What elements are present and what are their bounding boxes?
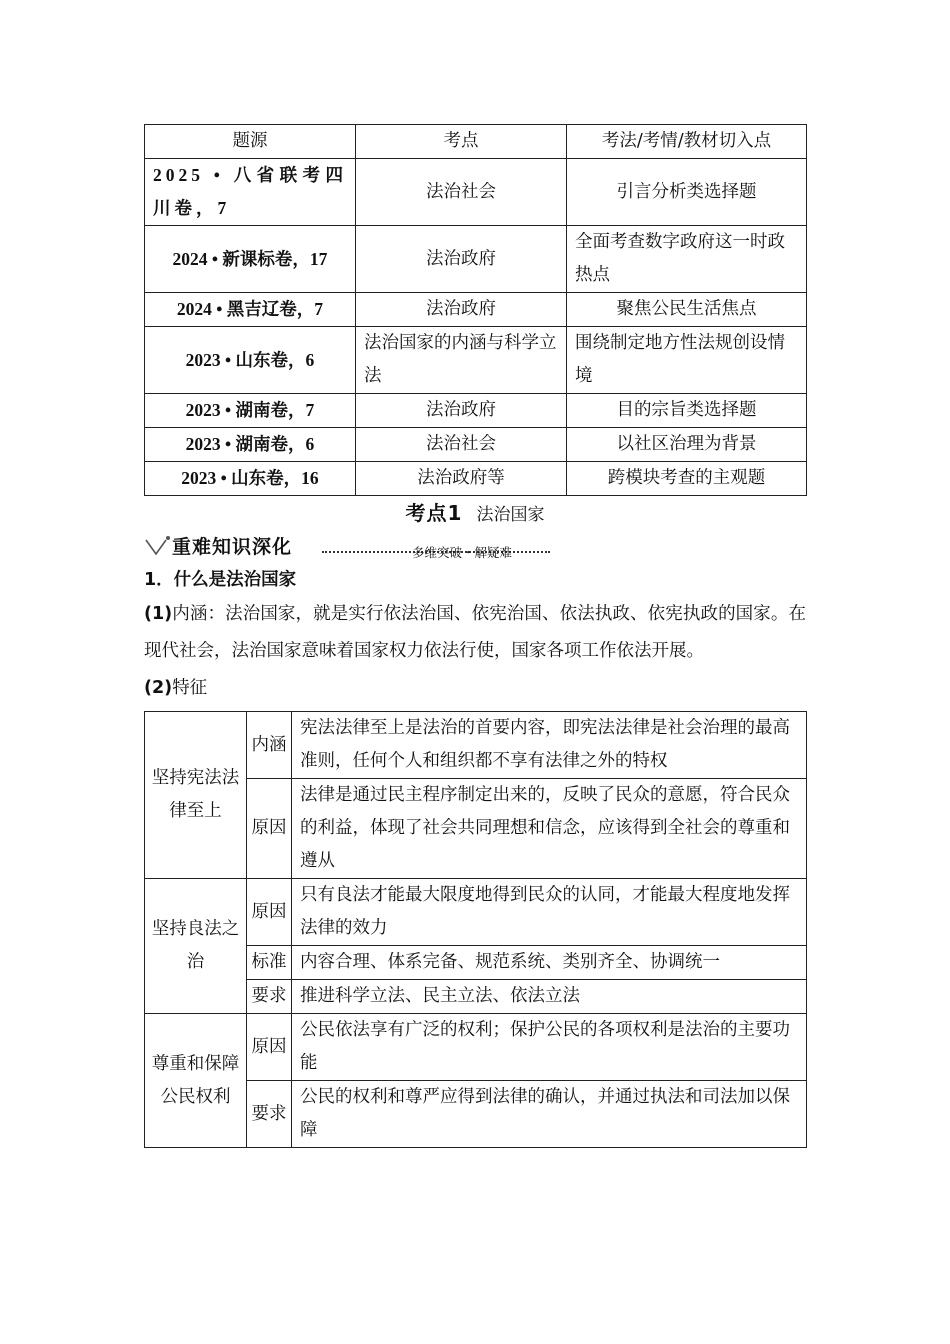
table-header-row (145, 125, 807, 159)
table-row (145, 712, 807, 779)
item-text: 只有良法才能最大限度地得到民众的认同，才能最大程度地发挥法律的效力 (292, 879, 807, 946)
row-angle: 全面考查数字政府这一时政热点 (567, 226, 807, 293)
row-source: 2024 • 新课标卷，17 (145, 226, 356, 293)
row-point: 法治政府等 (356, 462, 567, 496)
row-point: 法治政府 (356, 293, 567, 327)
header-source: 题源 (145, 125, 356, 159)
item-text: 公民的权利和尊严应得到法律的确认，并通过执法和司法加以保障 (292, 1081, 807, 1148)
item-label: 要求 (247, 980, 292, 1014)
section-banner (144, 530, 806, 564)
exam-source-table (144, 124, 807, 496)
item-text: 公民依法享有广泛的权利；保护公民的各项权利是法治的主要功能 (292, 1014, 807, 1081)
table-row (145, 428, 807, 462)
para-text: 内涵：法治国家，就是实行依法治国、依宪治国、依法执政、依宪执政的国家。在现代社会，法治国家意味着国家权力依法行使，国家各项工作依法开展。 (144, 604, 806, 661)
table-row (145, 226, 807, 293)
row-point: 法治政府 (356, 226, 567, 293)
table-row (145, 327, 807, 394)
item-label: 要求 (247, 1081, 292, 1148)
row-point: 法治社会 (356, 428, 567, 462)
row-source: 2023 • 湖南卷，6 (145, 428, 356, 462)
row-source: 2024 • 黑吉辽卷，7 (145, 293, 356, 327)
kaodian-label: 考点1 (405, 501, 463, 525)
row-angle: 引言分析类选择题 (567, 159, 807, 226)
page (144, 124, 806, 1148)
table-row (145, 293, 807, 327)
item-text: 宪法法律至上是法治的首要内容，即宪法法律是社会治理的最高准则，任何个人和组织都不享有法律之外的特权 (292, 712, 807, 779)
item-text: 推进科学立法、民主立法、依法立法 (292, 980, 807, 1014)
row-point: 法治国家的内涵与科学立法 (356, 327, 567, 394)
item-label: 原因 (247, 779, 292, 879)
definition-paragraph (144, 596, 806, 670)
banner-subtitle: 多维突破・解疑难 (412, 545, 513, 560)
row-source: 2023 • 山东卷，6 (145, 327, 356, 394)
table-row (145, 462, 807, 496)
table-row (145, 394, 807, 428)
item-label: 标准 (247, 946, 292, 980)
table-row (145, 879, 807, 946)
row-angle: 聚焦公民生活焦点 (567, 293, 807, 327)
row-point: 法治政府 (356, 394, 567, 428)
row-angle: 跨模块考查的主观题 (567, 462, 807, 496)
row-source: 2023 • 山东卷，16 (145, 462, 356, 496)
kaodian-title: 法治国家 (476, 505, 545, 525)
table-row (145, 159, 807, 226)
row-source: 2025 • 八省联考四川卷，7 (145, 159, 356, 226)
group-name: 坚持良法之治 (145, 879, 247, 1014)
row-angle: 目的宗旨类选择题 (567, 394, 807, 428)
row-angle: 围绕制定地方性法规创设情境 (567, 327, 807, 394)
kaodian-heading (144, 498, 806, 528)
features-table (144, 711, 807, 1148)
features-label (144, 670, 806, 707)
para-prefix: (1) (144, 604, 173, 624)
group-name: 坚持宪法法律至上 (145, 712, 247, 879)
header-point: 考点 (356, 125, 567, 159)
row-point: 法治社会 (356, 159, 567, 226)
para-prefix: (2) (144, 678, 173, 698)
banner-chevron-icon (144, 534, 172, 560)
para-text: 特征 (172, 678, 208, 698)
item-label: 原因 (247, 879, 292, 946)
item-text: 内容合理、体系完备、规范系统、类别齐全、协调统一 (292, 946, 807, 980)
item-label: 内涵 (247, 712, 292, 779)
banner-title: 重难知识深化 (172, 536, 293, 558)
item-label: 原因 (247, 1014, 292, 1081)
row-source: 2023 • 湖南卷，7 (145, 394, 356, 428)
table-row (145, 1014, 807, 1081)
section-heading: 1．什么是法治国家 (144, 570, 297, 590)
header-angle: 考法/考情/教材切入点 (567, 125, 807, 159)
group-name: 尊重和保障公民权利 (145, 1014, 247, 1148)
row-angle: 以社区治理为背景 (567, 428, 807, 462)
item-text: 法律是通过民主程序制定出来的，反映了民众的意愿，符合民众的利益，体现了社会共同理想和信念，应该得到全社会的尊重和遵从 (292, 779, 807, 879)
